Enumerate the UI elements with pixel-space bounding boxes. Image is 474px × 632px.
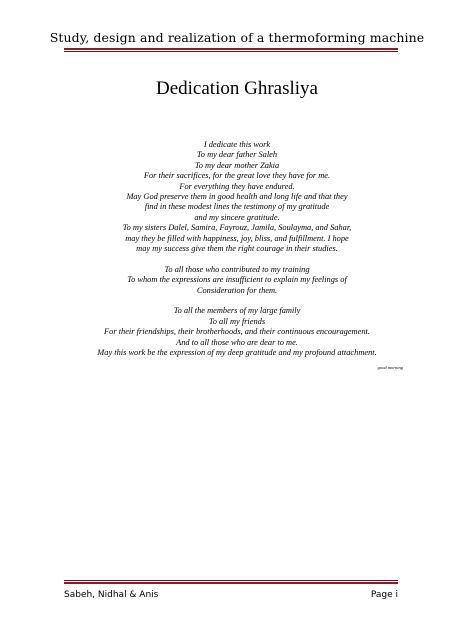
paragraph-gap: [0, 254, 474, 264]
text-line: For their sacrifices, for the great love they have for me.: [143, 171, 331, 181]
text-line: may my success give them the right courage in their studies.: [136, 244, 338, 254]
text-line: To all those who contributed to my training: [164, 264, 310, 274]
dedication-text: [0, 140, 474, 359]
text-line: To whom the expressions are insufficient to explain my feelings of: [127, 275, 347, 285]
text-line: find in these modest lines the testimony of my gratitude: [144, 202, 330, 212]
paragraph-gap: [0, 296, 474, 306]
text-line: I dedicate this work: [203, 140, 271, 149]
footer-rule-dark: [64, 580, 398, 581]
text-line: may they be filled with happiness, joy, bliss, and fulfillment. I hope: [125, 233, 349, 243]
header-rule-dark: [64, 51, 398, 52]
text-line: To all my friends: [208, 316, 266, 326]
footer-authors: Sabeh, Nidhal & Anis: [64, 590, 159, 600]
text-line: and my sincere gratitude.: [194, 212, 280, 222]
dedication-paragraph-2: [0, 265, 474, 296]
header-title: Study, design and realization of a thermoforming machine: [49, 30, 425, 45]
page-number: Page i: [370, 590, 398, 600]
text-line: To my sisters Dalel, Samira, Fayrouz, Jamila, Soulayma, and Sahar,: [122, 223, 352, 233]
signature: good morning: [377, 365, 403, 370]
text-line: And to all those who are dear to me.: [176, 337, 298, 347]
footer-rule-red: [64, 582, 398, 584]
page-title: Dedication Ghrasliya: [156, 78, 318, 99]
text-line: To my dear mother Zakia: [194, 160, 280, 170]
dedication-paragraph-1: [0, 140, 474, 254]
text-line: For everything they have endured.: [179, 181, 295, 191]
text-line: May this work be the expression of my deep gratitude and my profound attachment.: [97, 348, 377, 358]
header-rule-red: [64, 48, 398, 50]
text-line: To my dear father Saleh: [196, 150, 278, 160]
text-line: Consideration for them.: [196, 285, 278, 295]
dedication-paragraph-3: [0, 306, 474, 358]
text-line: For their friendships, their brotherhoods, and their continuous encouragement.: [104, 327, 370, 337]
text-line: To all the members of my large family: [173, 306, 301, 316]
text-line: May God preserve them in good health and long life and that they: [126, 192, 348, 202]
